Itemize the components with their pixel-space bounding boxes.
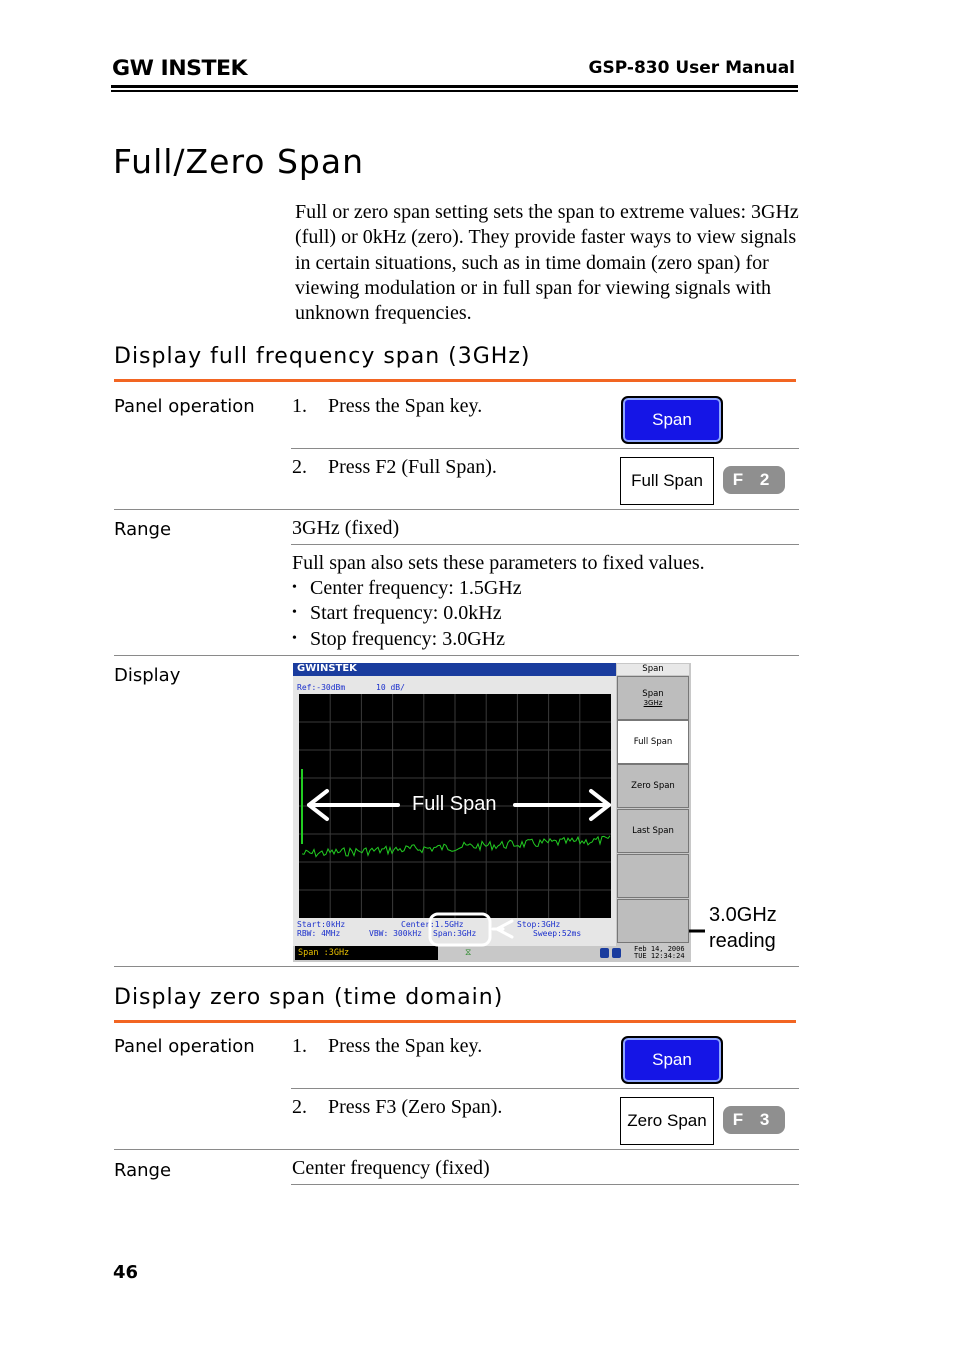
- divider: [291, 448, 799, 449]
- reading-label-2: reading: [709, 930, 776, 952]
- reading-label: 3.0GHz: [709, 904, 777, 926]
- softkey-sublabel: 3GHz: [643, 699, 663, 707]
- page-title: Full/Zero Span: [113, 142, 365, 181]
- date-readout: Feb 14, 2006: [634, 945, 685, 953]
- annotation-overlay: [293, 663, 713, 963]
- divider: [114, 1149, 799, 1150]
- step-number: 2.: [292, 1096, 307, 1118]
- range-label: Range: [114, 1160, 172, 1181]
- panel-operation-label: Panel operation: [114, 1036, 255, 1057]
- section-rule: [114, 379, 796, 382]
- span-key[interactable]: Span: [621, 1036, 723, 1084]
- page-number: 46: [113, 1262, 139, 1283]
- header-rule: [111, 85, 798, 88]
- step-text: Press the Span key.: [328, 1035, 483, 1057]
- full-span-softkey[interactable]: Full Span: [620, 457, 714, 505]
- span-key[interactable]: Span: [621, 396, 723, 444]
- f3-key[interactable]: F 3: [723, 1106, 785, 1134]
- fixed-params-intro: Full span also sets these parameters to fixed values.: [292, 552, 705, 574]
- softkey-menu-title: Span: [617, 664, 689, 675]
- step-text: Press the Span key.: [328, 395, 483, 417]
- status-bar: Span :3GHz: [295, 946, 438, 960]
- range-value: 3GHz (fixed): [292, 517, 400, 539]
- ref-level: Ref:-30dBm: [297, 683, 346, 692]
- panel-operation-label: Panel operation: [114, 396, 255, 417]
- f2-key[interactable]: F 2: [723, 466, 785, 494]
- softkey-label: Zero Span: [631, 781, 675, 791]
- divider: [291, 544, 799, 545]
- step-number: 1.: [292, 395, 307, 417]
- softkey-label: Last Span: [632, 826, 674, 836]
- section-heading-zero-span: Display zero span (time domain): [114, 985, 504, 1010]
- list-item: • Start frequency: 0.0kHz: [292, 602, 522, 627]
- section-heading-full-span: Display full frequency span (3GHz): [114, 344, 531, 369]
- intro-paragraph: Full or zero span setting sets the span to extreme values: 3GHz (full) or 0kHz (zero). They provide faster ways to view signals in certain situations, such as in time domain (zero span) for viewing modulation or in full span for viewing signals with unknown frequencies.: [295, 201, 799, 325]
- divider: [114, 655, 799, 656]
- highlight-box: [430, 914, 490, 945]
- sweep-icon: ⧖: [465, 948, 472, 958]
- divider: [114, 509, 799, 510]
- sweep-readout: Sweep:52ms: [533, 929, 582, 938]
- step-text: Press F2 (Full Span).: [328, 456, 497, 478]
- fixed-params-list: [292, 577, 522, 653]
- time-readout: TUE 12:34:24: [634, 952, 685, 960]
- range-label: Range: [114, 519, 172, 540]
- section-rule: [114, 1020, 796, 1023]
- manual-title: GSP-830 User Manual: [588, 58, 795, 78]
- list-item: • Stop frequency: 3.0GHz: [292, 628, 522, 653]
- divider: [114, 966, 799, 967]
- span-readout: Span:3GHz: [433, 929, 477, 938]
- list-item: • Center frequency: 1.5GHz: [292, 577, 522, 602]
- step-number: 1.: [292, 1035, 307, 1057]
- softkey-label: Span: [642, 689, 664, 699]
- softkey-label: Full Span: [633, 737, 673, 747]
- gwinstek-logo: GW INSTEK: [112, 56, 248, 80]
- full-span-overlay-label: Full Span: [412, 793, 497, 815]
- start-readout: Start:0kHz: [297, 920, 346, 929]
- divider: [291, 1184, 799, 1185]
- screen-logo: GWINSTEK: [297, 663, 357, 674]
- vbw-readout: VBW: 300kHz: [369, 929, 422, 938]
- divider: [291, 1088, 799, 1089]
- range-value: Center frequency (fixed): [292, 1157, 490, 1179]
- rbw-readout: RBW: 4MHz: [297, 929, 341, 938]
- step-text: Press F3 (Zero Span).: [328, 1096, 503, 1118]
- stop-readout: Stop:3GHz: [517, 920, 561, 929]
- zero-span-softkey[interactable]: Zero Span: [620, 1097, 714, 1145]
- display-label: Display: [114, 665, 181, 686]
- header-rule-thin: [111, 90, 798, 92]
- step-number: 2.: [292, 456, 307, 478]
- scale-readout: 10 dB/: [376, 683, 405, 692]
- center-readout: Center:1.5GHz: [401, 920, 464, 929]
